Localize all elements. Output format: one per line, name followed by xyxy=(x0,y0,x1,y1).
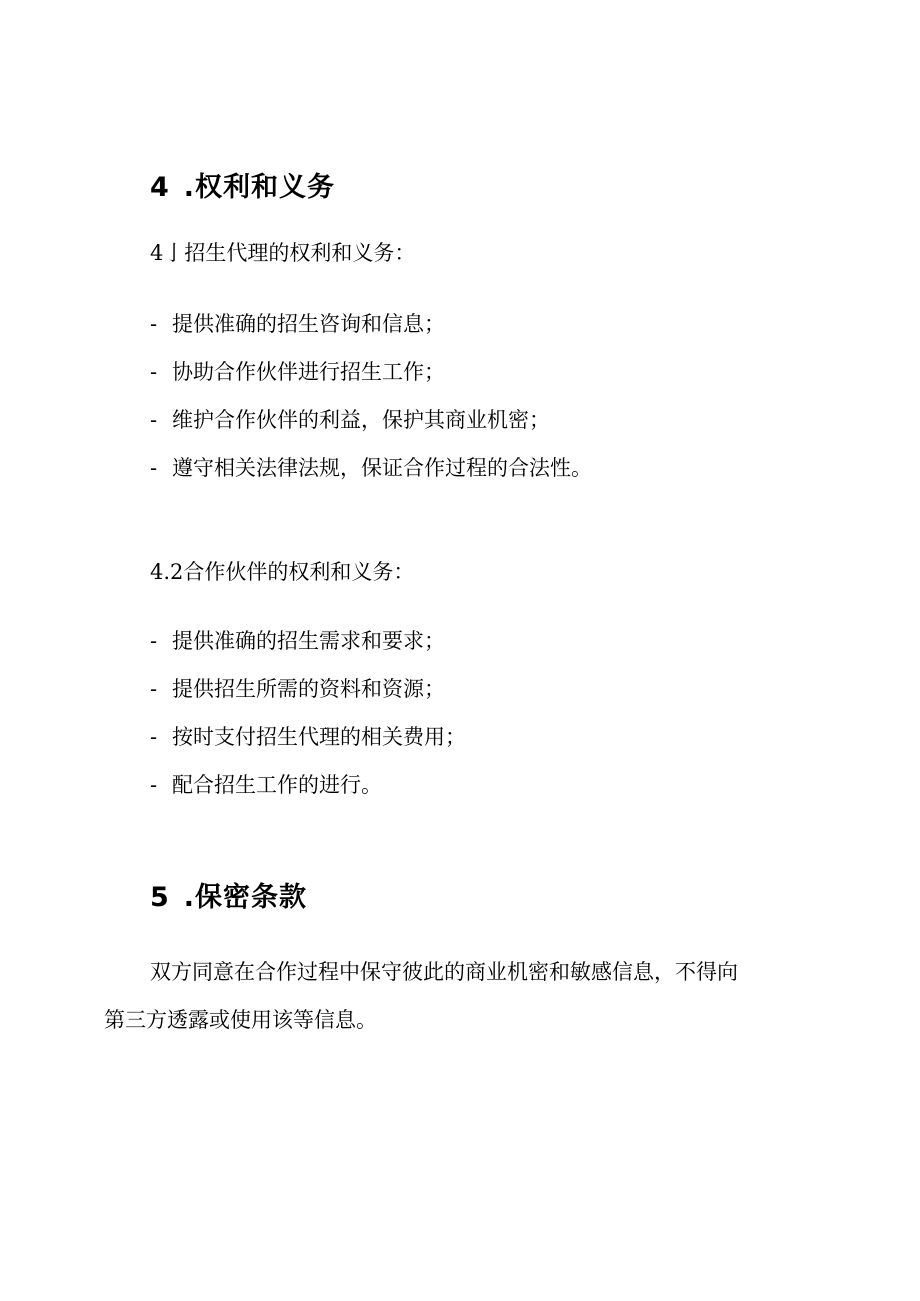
bullet-dash: - xyxy=(150,629,158,653)
list-item xyxy=(150,722,466,752)
subsection-4-2-title: 4.2合作伙伴的权利和义务： xyxy=(150,560,415,584)
section-5-number: 5 xyxy=(150,882,170,913)
list-item-text: 遵守相关法律法规，保证合作过程的合法性。 xyxy=(172,456,592,480)
paragraph-line-2: 第三方透露或使用该等信息。 xyxy=(104,1008,377,1032)
list-item xyxy=(150,357,445,387)
section-5-title: .保密条款 xyxy=(183,882,308,913)
list-item-text: 提供准确的招生咨询和信息； xyxy=(172,312,445,336)
list-item xyxy=(150,770,382,800)
subsection-4-1-title: 4亅招生代理的权利和义务： xyxy=(150,241,416,265)
bullet-dash: - xyxy=(150,360,158,384)
section-4-heading xyxy=(150,172,335,204)
list-item-text: 提供招生所需的资料和资源； xyxy=(172,677,445,701)
list-item-text: 配合招生工作的进行。 xyxy=(172,773,382,797)
bullet-dash: - xyxy=(150,773,158,797)
bullet-dash: - xyxy=(150,456,158,480)
list-item xyxy=(150,626,445,656)
list-item-text: 维护合作伙伴的利益，保护其商业机密； xyxy=(172,408,550,432)
bullet-dash: - xyxy=(150,312,158,336)
list-item-text: 按时支付招生代理的相关费用； xyxy=(172,725,466,749)
list-item xyxy=(150,674,445,704)
section-4-number: 4 xyxy=(150,172,170,203)
list-item-text: 提供准确的招生需求和要求； xyxy=(172,629,445,653)
confidentiality-paragraph xyxy=(104,957,804,1035)
paragraph-line-1: 双方同意在合作过程中保守彼此的商业机密和敏感信息，不得向 xyxy=(150,960,738,984)
list-item xyxy=(150,309,445,339)
section-5-heading xyxy=(150,882,307,914)
section-4-title: .权利和义务 xyxy=(183,172,336,203)
list-item xyxy=(150,453,592,483)
list-item-text: 协助合作伙伴进行招生工作； xyxy=(172,360,445,384)
list-item xyxy=(150,405,550,435)
bullet-dash: - xyxy=(150,408,158,432)
bullet-dash: - xyxy=(150,725,158,749)
bullet-dash: - xyxy=(150,677,158,701)
